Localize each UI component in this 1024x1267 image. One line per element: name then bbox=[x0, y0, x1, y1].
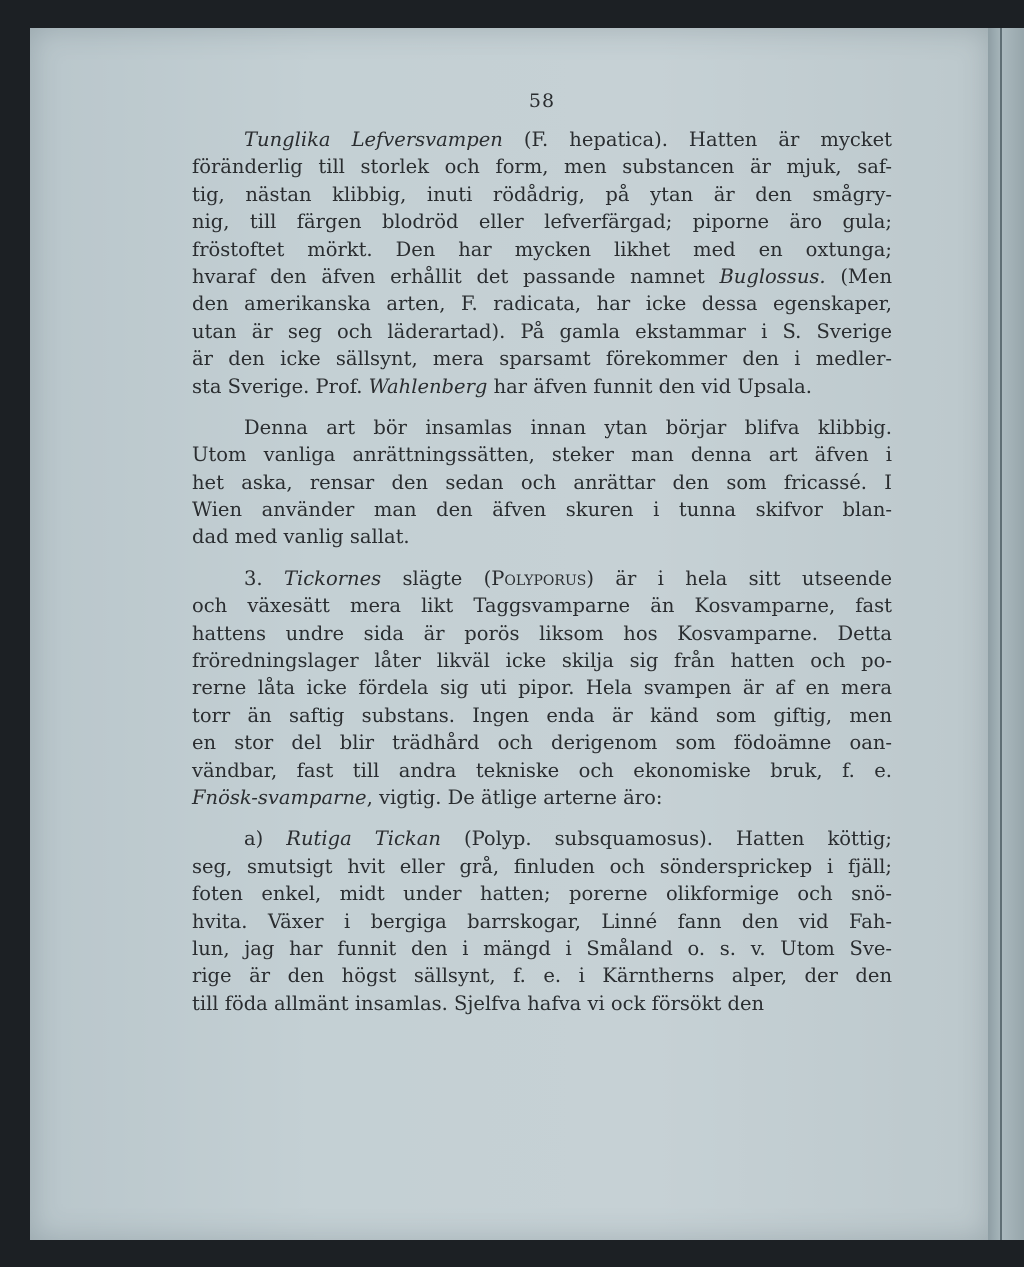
text-line bbox=[192, 153, 892, 180]
gutter-edge bbox=[1000, 28, 1002, 1240]
italic-term: Rutiga Tickan bbox=[286, 827, 441, 851]
text-line bbox=[192, 592, 892, 619]
text-line bbox=[192, 880, 892, 907]
text-run: till föda allmänt insamlas. Sjelfva hafva vi ock försökt den bbox=[192, 991, 765, 1015]
text-line bbox=[192, 290, 892, 317]
paragraph bbox=[192, 565, 892, 812]
text-run: hattens undre sida är porös liksom hos Kosvamparne. Detta bbox=[192, 621, 892, 645]
text-run: ) är i hela sitt utseende bbox=[586, 566, 892, 590]
italic-term: Tickornes bbox=[284, 566, 382, 590]
text-run: Denna art bör insamlas innan ytan börjar blifva klibbig. bbox=[244, 415, 892, 439]
text-run: föränderlig till storlek och form, men substancen är mjuk, saf- bbox=[192, 155, 892, 179]
page-text bbox=[192, 90, 892, 1017]
text-line bbox=[192, 496, 892, 523]
page-gutter bbox=[988, 28, 1024, 1240]
text-run: rige är den högst sällsynt, f. e. i Kärntherns alper, der den bbox=[192, 964, 892, 988]
text-line bbox=[192, 565, 892, 592]
text-run: (Men bbox=[825, 264, 893, 288]
text-line bbox=[192, 441, 892, 468]
text-line bbox=[192, 181, 892, 208]
italic-term: Wahlenberg bbox=[368, 374, 488, 398]
text-line bbox=[192, 208, 892, 235]
text-line bbox=[192, 318, 892, 345]
text-run: tig, nästan klibbig, inuti rödådrig, på ytan är den smågry- bbox=[192, 182, 892, 206]
text-line bbox=[192, 825, 892, 852]
text-line bbox=[192, 990, 892, 1017]
text-run: är den icke sällsynt, mera sparsamt förekommer den i medler- bbox=[192, 347, 892, 371]
text-line bbox=[192, 263, 892, 290]
text-run: vändbar, fast till andra tekniske och ekonomiske bruk, f. e. bbox=[192, 758, 892, 782]
paragraph-gap bbox=[192, 400, 892, 414]
text-run: seg, smutsigt hvit eller grå, finluden och söndersprickер i fjäll; bbox=[192, 854, 892, 878]
paragraph bbox=[192, 126, 892, 400]
text-line bbox=[192, 469, 892, 496]
text-line bbox=[192, 373, 892, 400]
text-line bbox=[192, 345, 892, 372]
text-run: , vigtig. De ätlige arterne äro: bbox=[366, 785, 663, 809]
text-run: Wien använder man den äfven skuren i tunna skifvor blan- bbox=[192, 498, 892, 522]
text-line bbox=[192, 126, 892, 153]
text-run: dad med vanlig sallat. bbox=[192, 525, 410, 549]
page-number: 58 bbox=[528, 90, 556, 112]
text-run: har äfven funnit den vid Upsala. bbox=[487, 374, 812, 398]
text-run: torr än saftig substans. Ingen enda är känd som giftig, men bbox=[192, 703, 892, 727]
paragraph bbox=[192, 825, 892, 1017]
text-line bbox=[192, 674, 892, 701]
text-line bbox=[192, 523, 892, 550]
text-line bbox=[192, 962, 892, 989]
paragraph-gap bbox=[192, 811, 892, 825]
text-line bbox=[192, 784, 892, 811]
text-run: utan är seg och läderartad). På gamla ekstammar i S. Sverige bbox=[192, 319, 892, 343]
italic-term: Tunglika Lefversvampen bbox=[244, 128, 503, 151]
text-line bbox=[192, 853, 892, 880]
text-run: hvita. Växer i bergiga barrskogar, Linné fann den vid Fah- bbox=[192, 909, 892, 933]
text-run: (F. hepatica). Hatten är mycket bbox=[502, 128, 892, 151]
text-line bbox=[192, 729, 892, 756]
text-line bbox=[192, 620, 892, 647]
text-run: 3. bbox=[244, 566, 284, 590]
text-run: het aska, rensar den sedan och anrättar den som fricassé. I bbox=[192, 470, 892, 494]
text-run: Utom vanliga anrättningssätten, steker man denna art äfven i bbox=[192, 443, 892, 467]
text-line bbox=[192, 414, 892, 441]
paragraph bbox=[192, 414, 892, 551]
text-run: nig, till färgen blodröd eller lefverfärgad; piporne äro gula; bbox=[192, 210, 892, 234]
text-line bbox=[192, 935, 892, 962]
text-run: (Polyp. subsquamosus). Hatten köttig; bbox=[440, 827, 892, 851]
body-text bbox=[192, 126, 892, 1017]
text-run: a) bbox=[244, 827, 287, 851]
text-run: och växesätt mera likt Taggsvamparne än Kosvamparne, fast bbox=[192, 594, 892, 618]
small-caps-term: Polyporus bbox=[491, 566, 587, 590]
text-line bbox=[192, 757, 892, 784]
text-line bbox=[192, 647, 892, 674]
italic-term: Buglossus. bbox=[719, 264, 826, 288]
text-run: den amerikanska arten, F. radicata, har icke dessa egenskaper, bbox=[192, 292, 892, 316]
text-run: fröstoftet mörkt. Den har mycken likhet med en oxtunga; bbox=[192, 237, 892, 261]
text-run: slägte ( bbox=[381, 566, 492, 590]
paragraph-gap bbox=[192, 551, 892, 565]
text-run: en stor del blir trädhård och derigenom som födoämne oan- bbox=[192, 731, 892, 755]
text-run: fröredningslager låter likväl icke skilja sig från hatten och po- bbox=[192, 649, 892, 673]
italic-term: Fnösk-svamparne bbox=[192, 785, 367, 809]
text-run: sta Sverige. Prof. bbox=[192, 374, 369, 398]
text-run: hvaraf den äfven erhållit det passande namnet bbox=[192, 264, 720, 288]
text-line bbox=[192, 702, 892, 729]
text-run: rerne låta icke fördela sig uti pipor. Hela svampen är af en mera bbox=[192, 676, 892, 700]
text-line bbox=[192, 908, 892, 935]
text-run: lun, jag har funnit den i mängd i Småland o. s. v. Utom Sve- bbox=[192, 936, 892, 960]
text-run: foten enkel, midt under hatten; porerne olikformige och snö- bbox=[192, 882, 892, 906]
text-line bbox=[192, 236, 892, 263]
